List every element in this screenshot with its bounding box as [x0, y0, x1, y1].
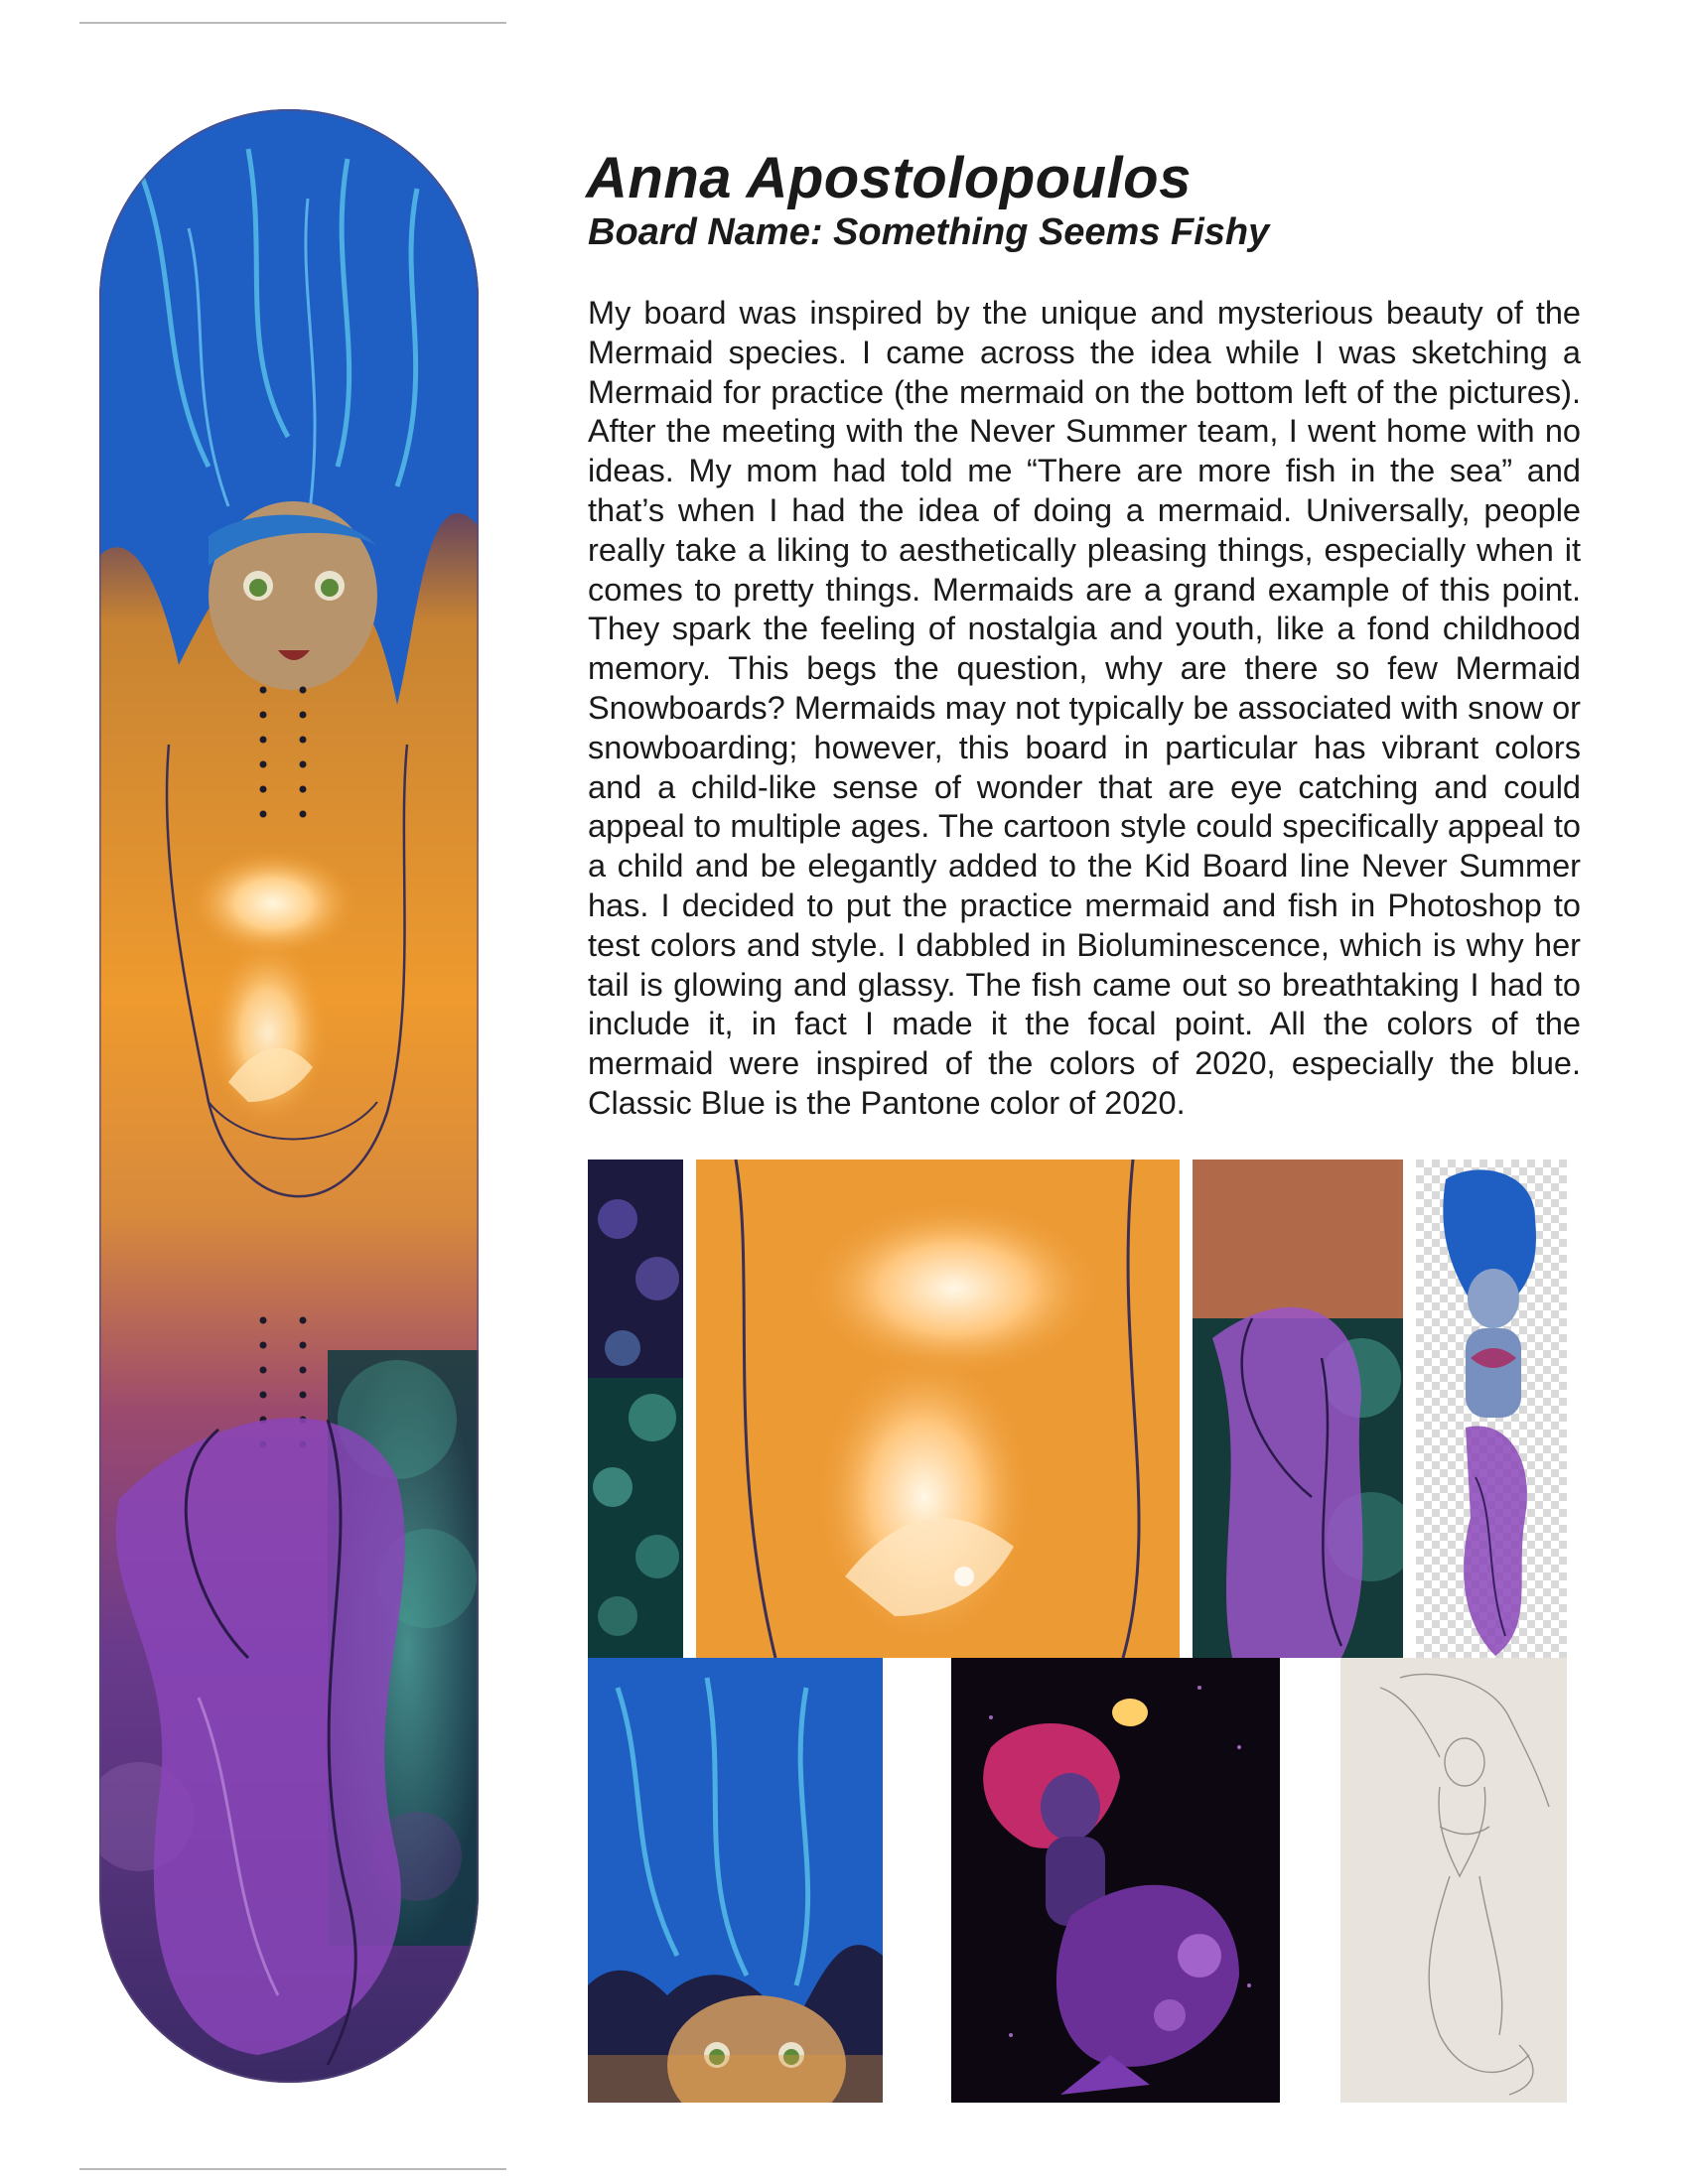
tail-closeup-image [1193, 1160, 1403, 1658]
practice-mermaid-sketch-image [1340, 1658, 1567, 2103]
board-description: My board was inspired by the unique and mysterious beauty of the Mermaid species. I came across the idea while I was sketching a Mermaid for practice (the mermaid on the bottom left of the pictures). After the meeting with the Never Summer team, I went home with no ideas. My mom had told me “There are more fish in the sea” and that’s when I had the idea of doing a mermaid. Universally, people really take a liking to aesthetically pleasing things, especially when it comes to pretty things. Mermaids are a grand example of this point. They spark the feeling of nostalgia and youth, like a fond childhood memory. This begs the question, why are there so few Mermaid Snowboards? Mermaids may not typically be associated with snow or snowboarding; however, this board in particular has vibrant colors and a child-like sense of wonder that are eye catching and could appeal to multiple ages. The cartoon style could specifically appeal to a child and be elegantly added to the Kid Board line Never Summer has. I decided to put the practice mermaid and fish in Photoshop to test colors and style. I dabbled in Bioluminescence, which is why her tail is glowing and glassy. The fish came out so breathtaking I had to include it, in fact I made it the focal point. All the colors of the mermaid were inspired of the colors of 2020, especially the blue. Classic Blue is the Pantone color of 2020. [588, 295, 1581, 1121]
practice-mermaid-color-image [951, 1658, 1280, 2103]
snowboard-artwork [99, 109, 479, 2083]
fish-closeup-image [696, 1160, 1180, 1658]
author-name: Anna Apostolopoulos [586, 146, 1192, 210]
hair-closeup-image [588, 1658, 883, 2103]
bokeh-strip-image [588, 1160, 683, 1658]
board-name: Board Name: Something Seems Fishy [588, 211, 1270, 253]
bottom-rule [79, 2168, 506, 2170]
top-rule [79, 22, 506, 24]
mermaid-cutout-image [1416, 1160, 1567, 1658]
